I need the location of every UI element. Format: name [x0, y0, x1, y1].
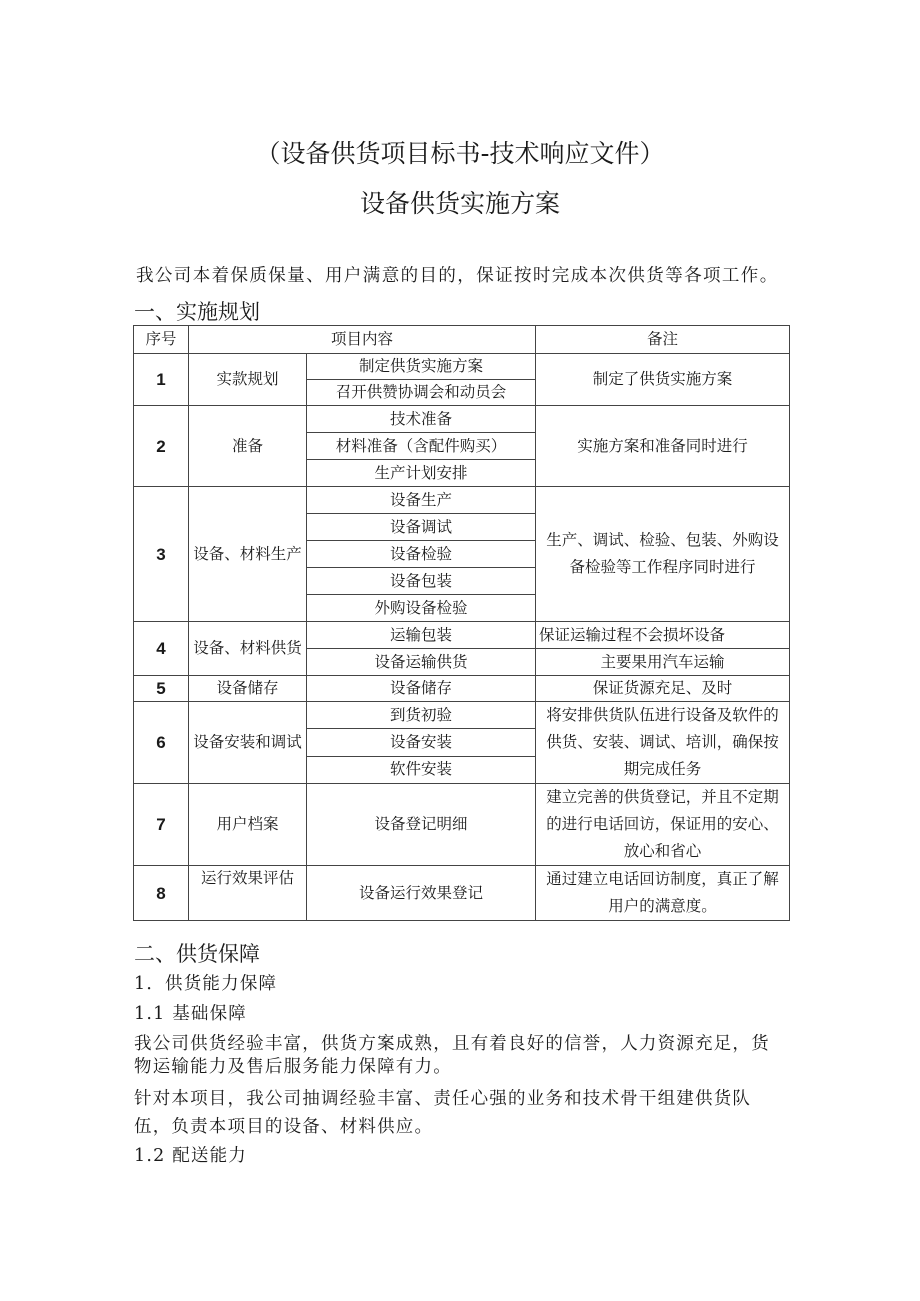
row-note: 通过建立电话回访制度，真正了解用户的满意度。 — [536, 866, 790, 921]
header-cell: 序号 — [134, 326, 189, 354]
table-row — [134, 487, 790, 514]
document-title: （设备供货项目标书-技术响应文件） — [255, 139, 665, 168]
table-row — [134, 406, 790, 433]
table-header-row — [134, 326, 790, 354]
paragraph-line: 伍，负责本项目的设备、材料供应。 — [134, 1117, 434, 1137]
section-heading-guarantee: 二、供货保障 — [134, 942, 260, 966]
row-item: 软件安装 — [307, 756, 536, 783]
row-note: 将安排供货队伍进行设备及软件的供货、安装、调试、培训，确保按期完成任务 — [536, 702, 790, 784]
section-heading-plan: 一、实施规划 — [134, 300, 260, 324]
row-note: 制定了供货实施方案 — [536, 354, 790, 406]
row-item: 设备安装 — [307, 729, 536, 756]
row-category: 设备、材料生产 — [189, 487, 307, 622]
row-category: 实款规划 — [189, 354, 307, 406]
row-note: 生产、调试、检验、包装、外购设备检验等工作程序同时进行 — [536, 487, 790, 622]
row-number: 3 — [134, 487, 189, 622]
header-cell: 备注 — [536, 326, 790, 354]
paragraph-line: 我公司供货经验丰富，供货方案成熟，且有着良好的信誉，人力资源充足，货 — [134, 1034, 770, 1054]
row-item: 到货初验 — [307, 702, 536, 729]
row-item: 技术准备 — [307, 406, 536, 433]
row-item: 设备运输供货 — [307, 649, 536, 676]
table-row — [134, 676, 790, 702]
paragraph-line: 针对本项目，我公司抽调经验丰富、责任心强的业务和技术骨干组建供货队 — [134, 1089, 752, 1109]
row-item: 设备登记明细 — [307, 784, 536, 866]
row-item: 运输包装 — [307, 622, 536, 649]
table-row — [134, 702, 790, 729]
row-item: 设备生产 — [307, 487, 536, 514]
row-number: 8 — [134, 866, 189, 921]
table-row — [134, 784, 790, 866]
row-number: 2 — [134, 406, 189, 487]
row-note: 保证运输过程不会损坏设备 — [536, 622, 790, 649]
subheading-basic-guarantee: 1.1 基础保障 — [134, 1004, 247, 1024]
row-number: 7 — [134, 784, 189, 866]
row-number: 4 — [134, 622, 189, 676]
row-item: 外购设备检验 — [307, 595, 536, 622]
table-row — [134, 622, 790, 649]
row-note: 主要果用汽车运输 — [536, 649, 790, 676]
header-cell: 项目内容 — [189, 326, 536, 354]
intro-paragraph: 我公司本着保质保量、用户满意的目的，保证按时完成本次供货等各项工作。 — [136, 266, 779, 286]
subheading-delivery-capacity: 1.2 配送能力 — [134, 1146, 247, 1166]
document-subtitle: 设备供货实施方案 — [359, 189, 560, 218]
row-category: 准备 — [189, 406, 307, 487]
paragraph-line: 物运输能力及售后服务能力保障有力。 — [134, 1057, 452, 1077]
implementation-plan-table — [133, 325, 790, 921]
row-item: 设备储存 — [307, 676, 536, 702]
row-category: 设备、材料供货 — [189, 622, 307, 676]
row-category: 运行效果评估 — [189, 866, 307, 921]
row-note: 保证货源充足、及时 — [536, 676, 790, 702]
row-note: 建立完善的供货登记，并且不定期的进行电话回访，保证用的安心、放心和省心 — [536, 784, 790, 866]
row-category: 设备储存 — [189, 676, 307, 702]
row-category: 设备安装和调试 — [189, 702, 307, 784]
row-number: 6 — [134, 702, 189, 784]
subheading-supply-capacity: 1．供货能力保障 — [134, 974, 278, 994]
row-item: 设备包装 — [307, 568, 536, 595]
row-number: 5 — [134, 676, 189, 702]
row-item: 材料准备（含配件购买） — [307, 433, 536, 460]
row-item: 生产计划安排 — [307, 460, 536, 487]
row-note: 实施方案和准备同时进行 — [536, 406, 790, 487]
table-row — [134, 866, 790, 921]
row-item: 制定供货实施方案 — [307, 354, 536, 380]
row-item: 设备检验 — [307, 541, 536, 568]
row-item: 设备运行效果登记 — [307, 866, 536, 921]
row-item: 召开供赞协调会和动员会 — [307, 380, 536, 406]
row-category: 用户档案 — [189, 784, 307, 866]
row-item: 设备调试 — [307, 514, 536, 541]
table-row — [134, 354, 790, 380]
row-number: 1 — [134, 354, 189, 406]
